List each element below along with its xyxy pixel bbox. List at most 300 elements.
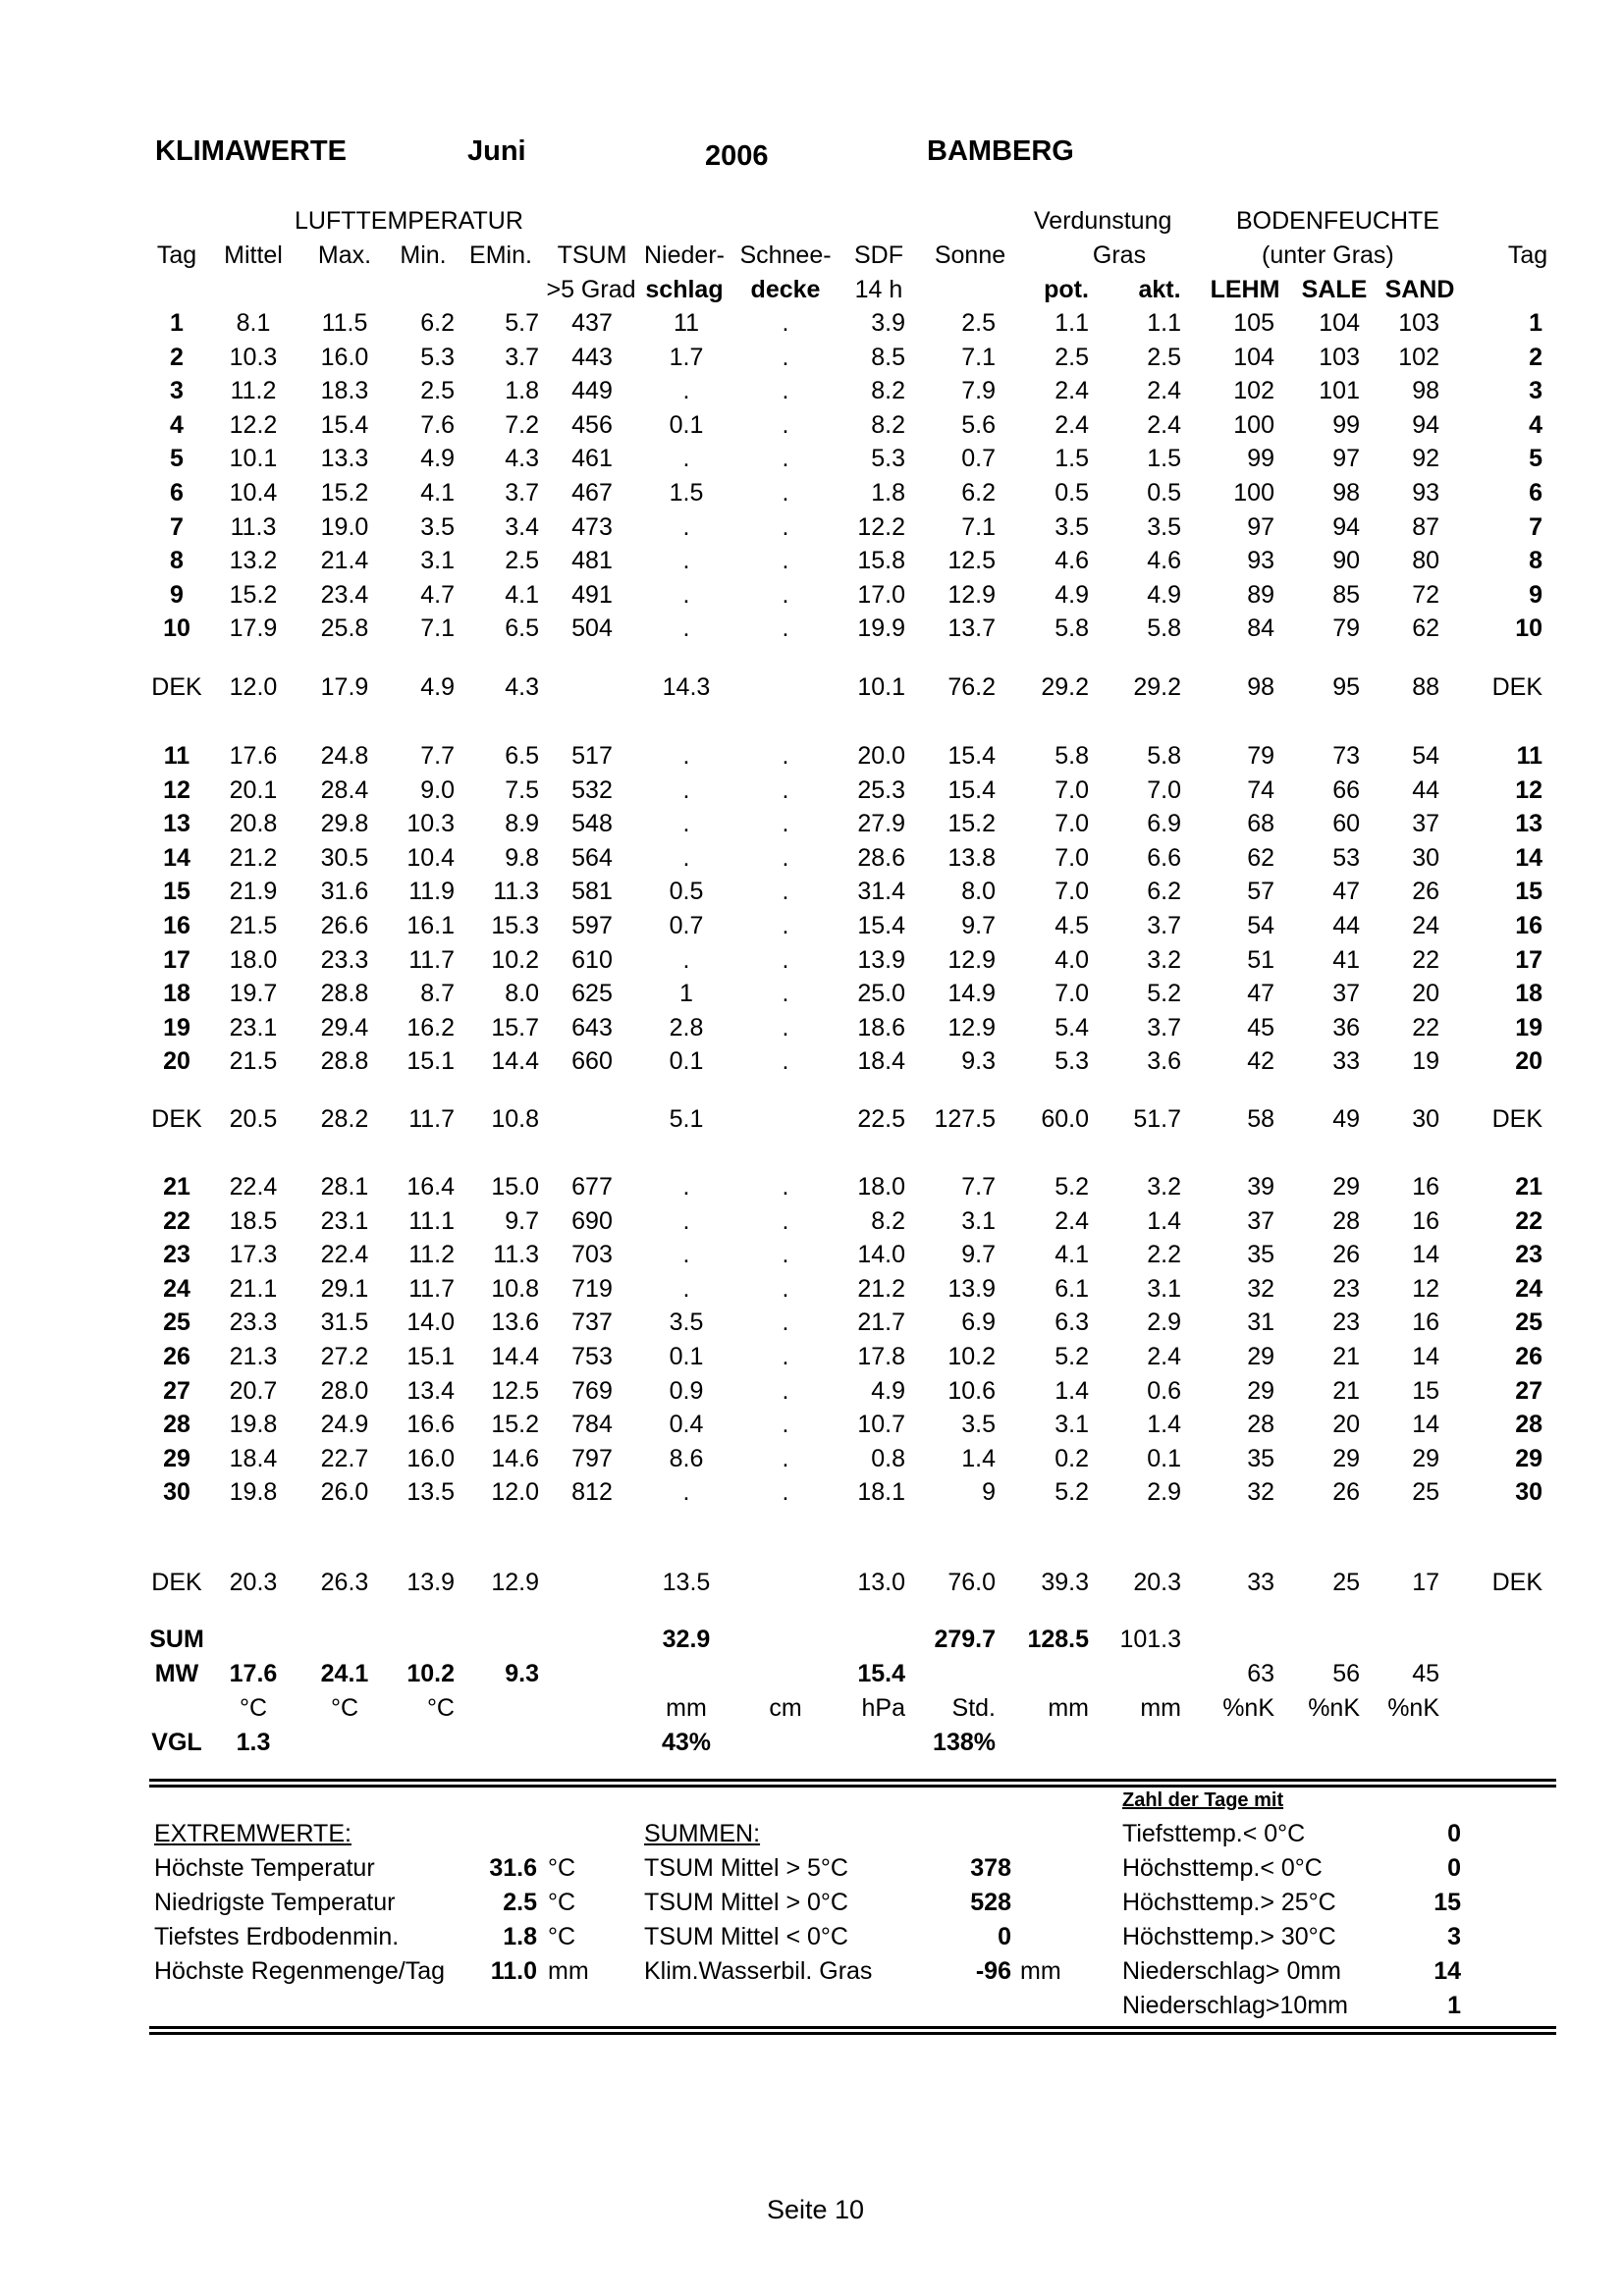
day-cell: 13.7 — [947, 614, 996, 643]
day-cell: 26 — [1332, 1478, 1360, 1507]
summary-units-cell: Std. — [951, 1694, 996, 1722]
day-cell: 4.1 — [505, 580, 539, 609]
summary-units-cell: cm — [769, 1694, 802, 1722]
summen-value: -96 — [975, 1957, 1011, 1985]
day-cell: . — [682, 810, 690, 838]
day-cell: 14 — [1412, 1343, 1439, 1370]
zahl-der-tage-label: Niederschlag>10mm — [1122, 1992, 1348, 2019]
summary-units-cell: %nK — [1222, 1694, 1274, 1722]
day-cell: 812 — [571, 1478, 613, 1507]
day-cell: 94 — [1412, 410, 1439, 439]
day-cell: 29 — [1247, 1343, 1274, 1370]
report-month: Juni — [467, 135, 526, 167]
day-cell: . — [682, 547, 690, 575]
day-cell: . — [782, 742, 789, 770]
day-cell: 753 — [571, 1343, 613, 1370]
column-header: Schnee- — [739, 241, 832, 269]
day-cell: 87 — [1412, 512, 1439, 541]
day-cell: 26 — [1332, 1241, 1360, 1269]
day-cell: 15.1 — [406, 1343, 455, 1370]
day-cell: . — [682, 1206, 690, 1235]
column-header: Mittel — [224, 241, 283, 269]
report-title: KLIMAWERTE — [155, 135, 347, 167]
day-cell: 20 — [1332, 1411, 1360, 1439]
day-cell: 11.1 — [408, 1206, 455, 1235]
day-cell: 1 — [679, 980, 693, 1008]
extremwerte-heading: EXTREMWERTE: — [154, 1820, 352, 1847]
day-cell: . — [782, 1478, 789, 1507]
column-header: Sonne — [934, 241, 1006, 269]
day-cell: 23 — [1515, 1241, 1542, 1269]
day-cell: 449 — [571, 377, 613, 405]
day-cell: 3.1 — [1147, 1274, 1181, 1303]
day-cell: 26.6 — [320, 912, 369, 939]
day-cell: 12.0 — [491, 1478, 539, 1507]
column-subheader: >5 Grad — [546, 276, 636, 303]
summary-mw-cell: 24.1 — [320, 1660, 369, 1687]
day-cell: 1.1 — [1147, 309, 1181, 337]
day-cell: 32 — [1247, 1478, 1274, 1507]
summary-vgl-cell: VGL — [151, 1729, 202, 1756]
day-cell: 12.9 — [947, 945, 996, 974]
dekade-summary-cell: 13.9 — [406, 1569, 455, 1596]
day-cell: 29.8 — [320, 810, 369, 838]
day-cell: 3.5 — [420, 512, 455, 541]
summary-units-cell: %nK — [1387, 1694, 1439, 1722]
day-cell: 0.7 — [669, 912, 704, 939]
day-cell: 737 — [571, 1308, 613, 1337]
day-cell: 29.1 — [320, 1274, 369, 1303]
day-cell: 14 — [1515, 843, 1542, 872]
day-cell: 28.8 — [320, 1047, 369, 1076]
day-cell: 784 — [571, 1411, 613, 1439]
day-cell: 10.3 — [229, 343, 278, 371]
day-cell: 9.8 — [505, 843, 539, 872]
day-cell: 8.1 — [236, 309, 271, 337]
day-cell: 12.9 — [947, 580, 996, 609]
extremwerte-label: Höchste Regenmenge/Tag — [154, 1957, 446, 1985]
day-cell: 11.2 — [230, 377, 277, 405]
day-cell: 15.2 — [320, 479, 369, 507]
day-cell: 17.0 — [857, 580, 905, 609]
day-cell: 5.3 — [871, 445, 905, 473]
day-cell: 16.0 — [406, 1444, 455, 1472]
day-cell: 20 — [1515, 1047, 1542, 1076]
day-cell: 2 — [1529, 343, 1542, 371]
dekade-summary-cell: DEK — [151, 1569, 202, 1596]
dekade-summary-cell: 13.0 — [857, 1569, 905, 1596]
day-cell: 1.4 — [1147, 1206, 1181, 1235]
day-cell: 1.5 — [669, 479, 704, 507]
summary-vgl-cell: 43% — [661, 1729, 712, 1756]
day-cell: 22.4 — [320, 1241, 369, 1269]
zahl-der-tage-value: 3 — [1447, 1923, 1461, 1950]
day-cell: 8.0 — [961, 878, 996, 906]
summary-mw-cell: 9.3 — [505, 1660, 539, 1687]
day-cell: 29 — [163, 1444, 190, 1472]
day-cell: 79 — [1332, 614, 1360, 643]
day-cell: 3.2 — [1147, 1173, 1181, 1201]
day-cell: 53 — [1332, 843, 1360, 872]
extremwerte-unit: °C — [548, 1889, 576, 1916]
day-cell: 16.1 — [406, 912, 455, 939]
day-cell: 4.5 — [1055, 912, 1089, 939]
day-cell: 0.2 — [1055, 1444, 1089, 1472]
day-cell: 11.7 — [408, 1274, 455, 1303]
column-header: Tag — [156, 241, 197, 269]
summary-mw-cell: 56 — [1332, 1660, 1360, 1687]
day-cell: 21.9 — [229, 878, 278, 906]
day-cell: 1 — [170, 309, 184, 337]
day-cell: . — [782, 843, 789, 872]
day-cell: 93 — [1412, 479, 1439, 507]
day-cell: 57 — [1247, 878, 1274, 906]
day-cell: 18.3 — [320, 377, 369, 405]
day-cell: 14.6 — [491, 1444, 539, 1472]
dekade-summary-cell: DEK — [1491, 1569, 1542, 1596]
day-cell: 8.7 — [420, 980, 455, 1008]
column-header: Max. — [317, 241, 372, 269]
day-cell: 36 — [1332, 1013, 1360, 1041]
day-cell: 4.0 — [1055, 945, 1089, 974]
day-cell: 15.3 — [491, 912, 539, 939]
day-cell: 2.2 — [1147, 1241, 1181, 1269]
day-cell: 16 — [1412, 1173, 1439, 1201]
day-cell: 7.0 — [1055, 980, 1089, 1008]
day-cell: 26 — [163, 1343, 190, 1370]
day-cell: 1.8 — [871, 479, 905, 507]
day-cell: 473 — [571, 512, 613, 541]
day-cell: 11 — [1516, 742, 1542, 770]
dekade-summary-cell: 76.0 — [947, 1569, 996, 1596]
dekade-summary-cell: 20.3 — [229, 1569, 278, 1596]
day-cell: 10.3 — [406, 810, 455, 838]
summary-mw-cell: 45 — [1412, 1660, 1439, 1687]
day-cell: 92 — [1412, 445, 1439, 473]
zahl-der-tage-label: Höchsttemp.< 0°C — [1122, 1854, 1323, 1882]
day-cell: 20 — [163, 1047, 190, 1076]
dekade-summary-cell: 76.2 — [947, 673, 996, 701]
day-cell: 73 — [1332, 742, 1360, 770]
extremwerte-unit: °C — [548, 1854, 576, 1882]
day-cell: 10.4 — [229, 479, 278, 507]
summary-units-cell: °C — [239, 1694, 268, 1722]
day-cell: 2 — [170, 343, 184, 371]
day-cell: 10.2 — [947, 1343, 996, 1370]
day-cell: 3.1 — [1055, 1411, 1089, 1439]
day-cell: 13 — [163, 810, 190, 838]
summen-label: TSUM Mittel > 0°C — [644, 1889, 848, 1916]
day-cell: . — [782, 1411, 789, 1439]
day-cell: 16.4 — [406, 1173, 455, 1201]
summary-units-cell: mm — [666, 1694, 707, 1722]
day-cell: 85 — [1332, 580, 1360, 609]
day-cell: 31 — [1247, 1308, 1274, 1337]
divider-top-2 — [149, 1785, 1556, 1788]
dekade-summary-cell: 14.3 — [662, 673, 711, 701]
dekade-summary-cell: 60.0 — [1041, 1105, 1089, 1133]
day-cell: . — [782, 445, 789, 473]
day-cell: 21.7 — [857, 1308, 905, 1337]
summary-sum-cell: 32.9 — [662, 1626, 711, 1653]
summen-label: Klim.Wasserbil. Gras — [644, 1957, 873, 1985]
day-cell: 18 — [163, 980, 190, 1008]
day-cell: 0.4 — [669, 1411, 704, 1439]
day-cell: 28.4 — [320, 775, 369, 804]
day-cell: . — [782, 614, 789, 643]
day-cell: 15.2 — [229, 580, 278, 609]
summen-label: TSUM Mittel < 0°C — [644, 1923, 848, 1950]
day-cell: 0.1 — [669, 1343, 704, 1370]
day-cell: . — [682, 945, 690, 974]
day-cell: 8.9 — [505, 810, 539, 838]
day-cell: 89 — [1247, 580, 1274, 609]
day-cell: 0.8 — [871, 1444, 905, 1472]
day-cell: 28.6 — [857, 843, 905, 872]
day-cell: 30 — [1515, 1478, 1542, 1507]
day-cell: . — [682, 775, 690, 804]
day-cell: 20.0 — [857, 742, 905, 770]
day-cell: 12 — [1412, 1274, 1439, 1303]
summen-label: TSUM Mittel > 5°C — [644, 1854, 848, 1882]
dekade-summary-cell: 12.9 — [491, 1569, 539, 1596]
day-cell: . — [782, 547, 789, 575]
day-cell: 690 — [571, 1206, 613, 1235]
day-cell: . — [782, 377, 789, 405]
dekade-summary-cell: DEK — [1491, 673, 1542, 701]
day-cell: 23 — [1332, 1308, 1360, 1337]
day-cell: 8.2 — [871, 1206, 905, 1235]
day-cell: 16 — [1515, 912, 1542, 939]
day-cell: 12 — [1515, 775, 1542, 804]
dekade-summary-cell: 51.7 — [1133, 1105, 1181, 1133]
day-cell: . — [782, 980, 789, 1008]
day-cell: 3.5 — [1147, 512, 1181, 541]
day-cell: 103 — [1319, 343, 1360, 371]
day-cell: 20.7 — [229, 1376, 278, 1405]
dekade-summary-cell: 17.9 — [320, 673, 369, 701]
day-cell: 7.1 — [420, 614, 455, 643]
day-cell: 97 — [1332, 445, 1360, 473]
day-cell: 20.1 — [229, 775, 278, 804]
column-subheader: SALE — [1301, 276, 1368, 303]
day-cell: 7 — [1529, 512, 1542, 541]
day-cell: 26 — [1515, 1343, 1542, 1370]
day-cell: 25 — [1412, 1478, 1439, 1507]
day-cell: 5.2 — [1055, 1478, 1089, 1507]
day-cell: 18.4 — [229, 1444, 278, 1472]
day-cell: 44 — [1332, 912, 1360, 939]
dekade-summary-cell: DEK — [151, 673, 202, 701]
day-cell: 13.9 — [947, 1274, 996, 1303]
day-cell: 22 — [1412, 945, 1439, 974]
day-cell: 51 — [1247, 945, 1274, 974]
day-cell: 581 — [571, 878, 613, 906]
day-cell: 13.5 — [406, 1478, 455, 1507]
column-header: (unter Gras) — [1262, 241, 1394, 269]
day-cell: 2.4 — [1147, 1343, 1181, 1370]
dekade-summary-cell: 10.8 — [491, 1105, 539, 1133]
day-cell: . — [782, 810, 789, 838]
day-cell: 19 — [1515, 1013, 1542, 1041]
day-cell: 10.6 — [947, 1376, 996, 1405]
day-cell: 74 — [1247, 775, 1274, 804]
day-cell: 6.2 — [420, 309, 455, 337]
dekade-summary-cell: 25 — [1332, 1569, 1360, 1596]
day-cell: 45 — [1247, 1013, 1274, 1041]
day-cell: 597 — [571, 912, 613, 939]
day-cell: 23 — [1332, 1274, 1360, 1303]
day-cell: 100 — [1233, 479, 1274, 507]
day-cell: 22.7 — [320, 1444, 369, 1472]
day-cell: 2.4 — [1147, 410, 1181, 439]
day-cell: 6.5 — [505, 614, 539, 643]
day-cell: 15 — [1515, 878, 1542, 906]
day-cell: 6 — [1529, 479, 1542, 507]
zahl-der-tage-label: Höchsttemp.> 30°C — [1122, 1923, 1336, 1950]
day-cell: 2.5 — [1055, 343, 1089, 371]
day-cell: 21.5 — [229, 912, 278, 939]
day-cell: 28 — [1515, 1411, 1542, 1439]
day-cell: 0.1 — [1147, 1444, 1181, 1472]
zahl-der-tage-label: Tiefsttemp.< 0°C — [1122, 1820, 1306, 1847]
extremwerte-unit: °C — [548, 1923, 576, 1950]
summary-vgl-cell: 1.3 — [236, 1729, 271, 1756]
day-cell: . — [782, 1308, 789, 1337]
day-cell: 21.1 — [229, 1274, 278, 1303]
day-cell: 1.8 — [505, 377, 539, 405]
day-cell: 29.4 — [320, 1013, 369, 1041]
column-subheader: 14 h — [854, 276, 903, 303]
column-subheader: SAND — [1384, 276, 1455, 303]
summen-value: 528 — [970, 1889, 1011, 1916]
day-cell: 24 — [1515, 1274, 1542, 1303]
dekade-summary-cell: 33 — [1247, 1569, 1274, 1596]
dekade-summary-cell: 29.2 — [1041, 673, 1089, 701]
page-number: Seite 10 — [767, 2195, 865, 2224]
day-cell: 2.4 — [1055, 1206, 1089, 1235]
day-cell: 532 — [571, 775, 613, 804]
day-cell: 30 — [1412, 843, 1439, 872]
day-cell: 7.1 — [961, 512, 996, 541]
day-cell: 660 — [571, 1047, 613, 1076]
day-cell: 4.7 — [420, 580, 455, 609]
extremwerte-value: 2.5 — [503, 1889, 537, 1916]
day-cell: 6.9 — [1147, 810, 1181, 838]
extremwerte-label: Tiefstes Erdbodenmin. — [154, 1923, 400, 1950]
day-cell: 24.9 — [320, 1411, 369, 1439]
dekade-summary-cell: 5.1 — [669, 1105, 704, 1133]
day-cell: 2.8 — [669, 1013, 704, 1041]
day-cell: 7.2 — [505, 410, 539, 439]
day-cell: 102 — [1398, 343, 1439, 371]
day-cell: 10 — [1515, 614, 1542, 643]
day-cell: 24 — [1412, 912, 1439, 939]
day-cell: 3.7 — [505, 479, 539, 507]
day-cell: 14.4 — [491, 1343, 539, 1370]
dekade-summary-cell: 39.3 — [1041, 1569, 1089, 1596]
dekade-summary-cell: DEK — [151, 1105, 202, 1133]
day-cell: 21 — [1332, 1343, 1360, 1370]
day-cell: 62 — [1247, 843, 1274, 872]
day-cell: 28 — [1332, 1206, 1360, 1235]
day-cell: 797 — [571, 1444, 613, 1472]
dekade-summary-cell: 127.5 — [934, 1105, 996, 1133]
day-cell: 6.9 — [961, 1308, 996, 1337]
day-cell: 3.6 — [1147, 1047, 1181, 1076]
zahl-der-tage-value: 0 — [1447, 1820, 1461, 1847]
day-cell: 17.9 — [229, 614, 278, 643]
day-cell: 4.9 — [1055, 580, 1089, 609]
summary-mw-cell: 17.6 — [229, 1660, 278, 1687]
day-cell: 21.4 — [320, 547, 369, 575]
day-cell: 7.1 — [961, 343, 996, 371]
day-cell: 443 — [571, 343, 613, 371]
day-cell: 14.4 — [491, 1047, 539, 1076]
header-verdunstung: Verdunstung — [1034, 207, 1172, 235]
day-cell: 104 — [1319, 309, 1360, 337]
day-cell: 23.4 — [320, 580, 369, 609]
day-cell: 769 — [571, 1376, 613, 1405]
day-cell: . — [782, 878, 789, 906]
day-cell: 31.5 — [320, 1308, 369, 1337]
extremwerte-label: Höchste Temperatur — [154, 1854, 375, 1882]
day-cell: 28 — [163, 1411, 190, 1439]
day-cell: 9 — [170, 580, 184, 609]
day-cell: 0.5 — [1055, 479, 1089, 507]
day-cell: 23.3 — [320, 945, 369, 974]
day-cell: . — [682, 1274, 690, 1303]
day-cell: 5.2 — [1055, 1173, 1089, 1201]
dekade-summary-cell: 10.1 — [857, 673, 905, 701]
day-cell: 7.0 — [1055, 775, 1089, 804]
day-cell: 17 — [1515, 945, 1542, 974]
day-cell: 8 — [1529, 547, 1542, 575]
day-cell: 21.5 — [229, 1047, 278, 1076]
day-cell: 105 — [1233, 309, 1274, 337]
day-cell: 13.9 — [857, 945, 905, 974]
day-cell: 23.1 — [320, 1206, 369, 1235]
day-cell: 467 — [571, 479, 613, 507]
day-cell: 19 — [1412, 1047, 1439, 1076]
day-cell: 9.7 — [505, 1206, 539, 1235]
day-cell: 21.2 — [229, 843, 278, 872]
day-cell: 491 — [571, 580, 613, 609]
summary-sum-cell: 279.7 — [934, 1626, 996, 1653]
day-cell: 15.4 — [320, 410, 369, 439]
day-cell: 22 — [1412, 1013, 1439, 1041]
day-cell: 19.0 — [320, 512, 369, 541]
day-cell: . — [682, 742, 690, 770]
day-cell: 26 — [1412, 878, 1439, 906]
day-cell: 11.2 — [408, 1241, 455, 1269]
day-cell: 28.8 — [320, 980, 369, 1008]
day-cell: 14.9 — [947, 980, 996, 1008]
day-cell: 15 — [1412, 1376, 1439, 1405]
column-header: Nieder- — [644, 241, 725, 269]
day-cell: 5.3 — [420, 343, 455, 371]
day-cell: 35 — [1247, 1241, 1274, 1269]
day-cell: 28.0 — [320, 1376, 369, 1405]
day-cell: 2.9 — [1147, 1478, 1181, 1507]
day-cell: . — [682, 580, 690, 609]
day-cell: 4.3 — [505, 445, 539, 473]
day-cell: 5.2 — [1055, 1343, 1089, 1370]
day-cell: 29 — [1332, 1444, 1360, 1472]
day-cell: 6 — [170, 479, 184, 507]
day-cell: . — [682, 512, 690, 541]
day-cell: 39 — [1247, 1173, 1274, 1201]
